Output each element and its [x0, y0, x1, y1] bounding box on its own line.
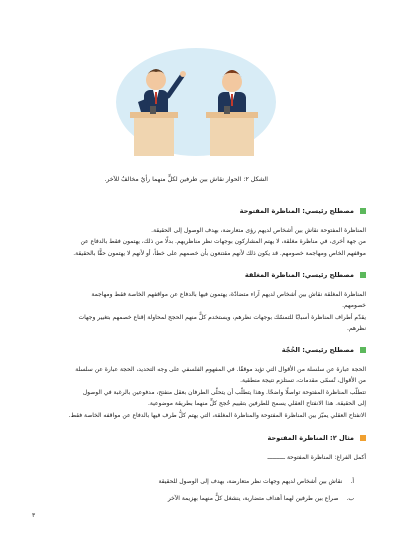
- section-heading-open-debate: مصطلح رئيسي: المناظرة المفتوحة: [240, 207, 366, 215]
- green-square-icon: [360, 347, 366, 353]
- figure-caption: الشكل ٢: الحوار نقاش بين طرفين لكلٍّ منهما رأيٌ مخالفٌ للآخر.: [104, 176, 268, 183]
- page-number: ٣: [32, 512, 36, 519]
- debate-illustration: [110, 44, 278, 162]
- section-heading-argument: مصطلح رئيسي: الحُجّة: [282, 346, 366, 354]
- section-heading-closed-debate: مصطلح رئيسي: المناظرة المغلقة: [245, 271, 366, 279]
- option-text: صراع بين طرفين لهما أهداف متضاربة، ينشغل كلٌّ منهما بهزيمة الآخر: [167, 495, 339, 502]
- section-body-argument: الحجة عبارة عن سلسلة من الأقوال التي تؤيد موقفًا. في المفهوم الفلسفي على وجه التحديد، الحجة عبارة عن سلسلة من الأقوال، تُسمّى مقدمات، تستلزم نتيجة منطقية. تتطلّب المناظرة المفتوحة تواصلًا واضحًا. وهذا يتطلّب أن يتحلّى الطرفان بعقل منفتح، مدفوعين بالرغبة في الوصول إلى الحقيقة. هذا الانفتاح العقلي يسمح للطرفين بتقييم حُجج كلٍّ منهما بطريقة موضوعية. الانفتاح العقلي يميّز بين المناظرة المفتوحة والمناظرة المغلقة، التي يهتم كلُّ طرف فيها بالدفاع عن مواقفه الخاصة فقط.: [68, 366, 366, 419]
- example-prompt: أكمل الفراغ: المناظرة المفتوحة ــــــــــ: [267, 454, 366, 461]
- section-body-open-debate: المناظرة المفتوحة نقاش بين أشخاص لديهم رؤى متعارضة، بهدف الوصول إلى الحقيقة. من جهة أخرى، في مناظرة مغلقة، لا يهتم المشاركون بوجهات نظر مناظريهم. بدلًا من ذلك، يهتمون فقط بالدفاع عن موقفهم الخاص ومهاجمة خصومهم. قد يكون ذلك لأنهم مقتنعون بأن خصمهم على خطأ، أو لأنهم لا يهتمون حقًّا بالحقيقة.: [73, 227, 366, 257]
- green-square-icon: [360, 208, 366, 214]
- green-square-icon: [360, 272, 366, 278]
- orange-square-icon: [360, 435, 366, 441]
- example-option-b[interactable]: [168, 495, 354, 502]
- example-option-a[interactable]: [159, 478, 355, 485]
- section-body-closed-debate: المناظرة المغلقة نقاش بين أشخاص لديهم آراء متضادّة، يهتمون فيها بالدفاع عن مواقفهم الخاصة فقط ومهاجمة خصومهم. يقدّم أطراف المناظرة أسبابًا للتمسّك بوجهات نظرهم، ويستخدم كلٌّ منهم الحجج لمحاولة إقناع خصمهم بتغيير وجهات نظرهم.: [78, 291, 366, 333]
- option-letter: أ.: [350, 478, 354, 485]
- example-heading: مثال ٢: المناظرة المفتوحة: [267, 434, 366, 442]
- option-letter: ب.: [346, 495, 354, 502]
- option-text: نقاش بين أشخاص لديهم وجهات نظر متعارضة، بهدف إلى الوصول للحقيقة: [158, 478, 343, 485]
